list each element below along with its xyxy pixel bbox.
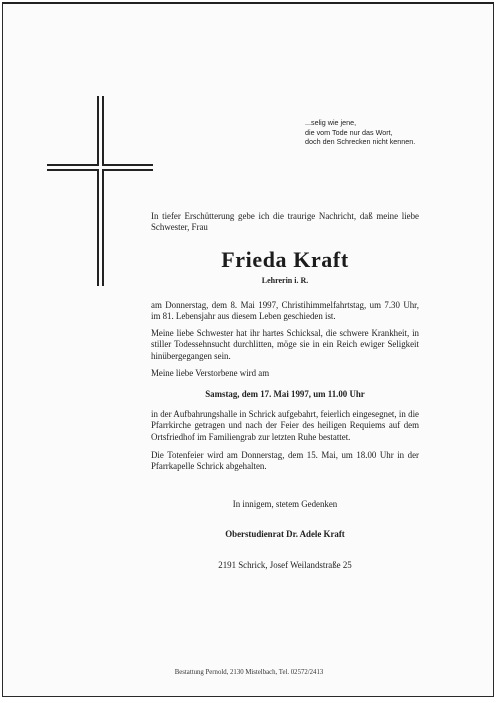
intro-text: In tiefer Erschütterung gebe ich die traurige Nachricht, daß meine liebe Schwester, Frau: [151, 211, 419, 233]
cross-icon: [47, 96, 153, 286]
funeral-paragraph: in der Aufbahrungshalle in Schrick aufgebahrt, feierlich eingesegnet, in die Pfarrkirche getragen und nach der Feier des heiligen Requiems auf dem Ortsfriedhof im Familiengrab zur letzten Ruhe bestattet.: [151, 409, 419, 442]
obituary-page: [2, 2, 494, 697]
funeral-date: Samstag, dem 17. Mai 1997, um 11.00 Uhr: [205, 389, 365, 399]
death-paragraph: am Donnerstag, dem 8. Mai 1997, Christihimmelfahrtstag, um 7.30 Uhr, im 81. Lebensjahr aus diesem Leben geschieden ist.: [151, 300, 419, 322]
suffering-paragraph: Meine liebe Schwester hat ihr hartes Schicksal, die schwere Krankheit, in stiller Todessehnsucht durchlitten, möge sie in ein Reich ewiger Seligkeit hinübergegangen sein.: [151, 328, 419, 361]
deceased-name: Frieda Kraft: [221, 247, 349, 272]
signatory: Oberstudienrat Dr. Adele Kraft: [225, 529, 345, 539]
announcement-paragraph: Meine liebe Verstorbene wird am: [151, 368, 270, 378]
memorial-paragraph: Die Totenfeier wird am Donnerstag, dem 15. Mai, um 18.00 Uhr in der Pfarrkapelle Schrick abgehalten.: [151, 450, 419, 472]
motto-line-3: doch den Schrecken nicht kennen.: [305, 137, 416, 147]
address: 2191 Schrick, Josef Weilandstraße 25: [218, 560, 352, 570]
deceased-title: Lehrerin i. R.: [261, 276, 309, 285]
motto-line-1: ...selig wie jene,: [305, 118, 357, 127]
motto-line-2: die vom Tode nur das Wort,: [305, 127, 393, 137]
footer-funeral-home: Bestattung Pernold, 2130 Mistelbach, Tel. 02572/2413: [174, 669, 324, 676]
closing-text: In innigem, stetem Gedenken: [232, 499, 338, 509]
motto: [305, 118, 415, 147]
